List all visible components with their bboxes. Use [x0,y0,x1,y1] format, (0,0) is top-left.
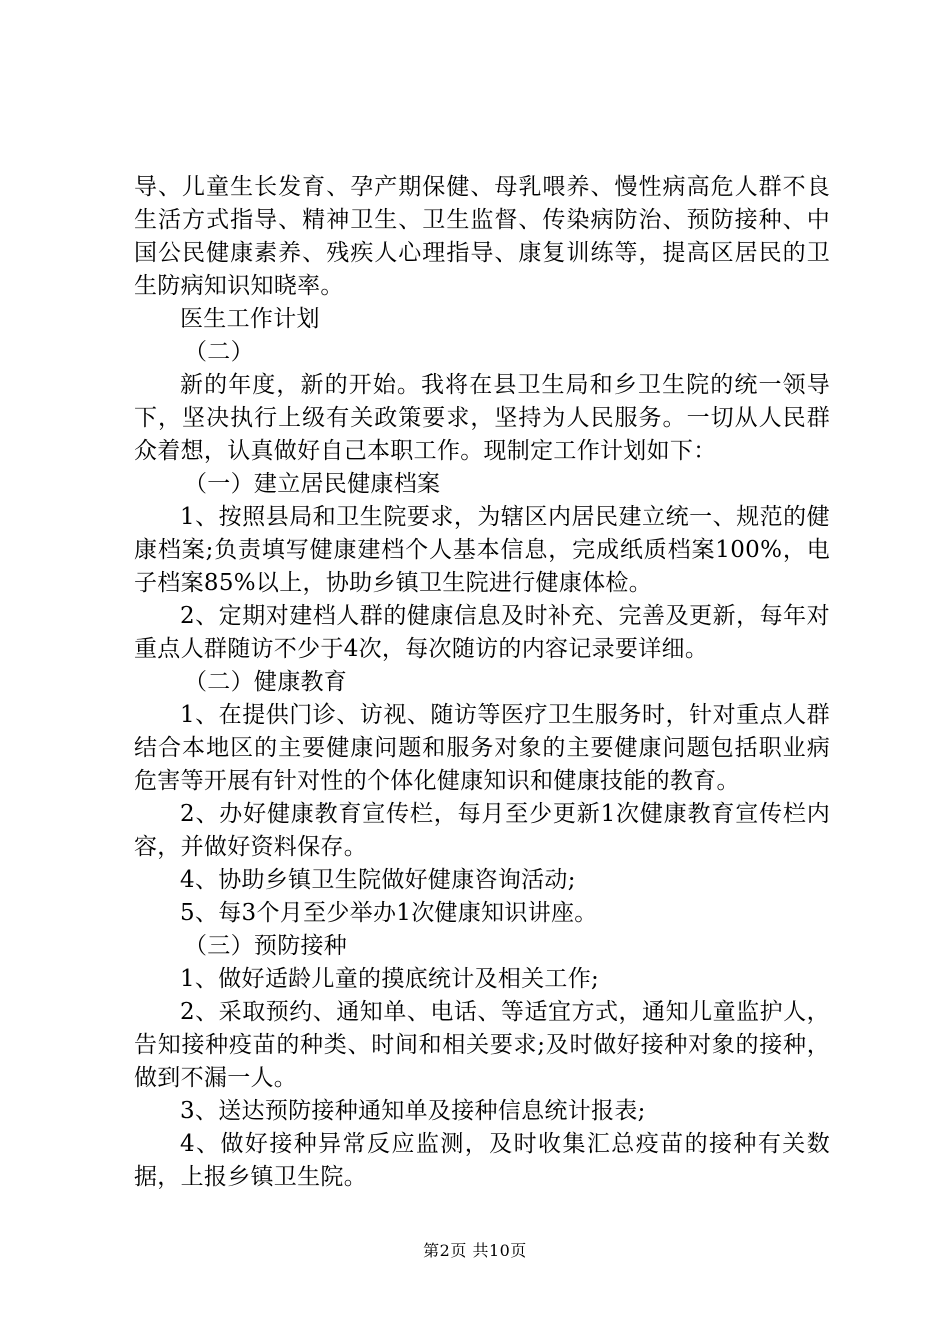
list-item: 2、采取预约、通知单、电话、等适宜方式，通知儿童监护人，告知接种疫苗的种类、时间和相关要求;及时做好接种对象的接种，做到不漏一人。 [134,999,830,1091]
list-item: 5、每3个月至少举办1次健康知识讲座。 [180,900,598,926]
section-heading: （二）健康教育 [184,669,348,695]
section-heading: （一）建立居民健康档案 [184,471,441,497]
list-item: 4、协助乡镇卫生院做好健康咨询活动; [180,867,576,893]
page-number: 第2页 共10页 [423,1241,527,1260]
list-item: 2、定期对建档人群的健康信息及时补充、完善及更新，每年对重点人群随访不少于4次，每次随访的内容记录要详细。 [134,603,830,662]
document-body [134,171,830,1194]
paragraph: 新的年度，新的开始。我将在县卫生局和乡卫生院的统一领导下，坚决执行上级有关政策要求，坚持为人民服务。一切从人民群众着想，认真做好自己本职工作。现制定工作计划如下： [134,372,830,464]
list-item: 1、按照县局和卫生院要求，为辖区内居民建立统一、规范的健康档案;负责填写健康建档个人基本信息，完成纸质档案100%，电子档案85%以上，协助乡镇卫生院进行健康体检。 [134,504,830,596]
list-item: 1、做好适龄儿童的摸底统计及相关工作; [180,966,600,992]
section-heading: （三）预防接种 [184,933,348,959]
section-heading: 医生工作计划 [180,306,320,332]
list-item: 4、做好接种异常反应监测，及时收集汇总疫苗的接种有关数据，上报乡镇卫生院。 [134,1131,830,1190]
list-item: 1、在提供门诊、访视、随访等医疗卫生服务时，针对重点人群结合本地区的主要健康问题和服务对象的主要健康问题包括职业病危害等开展有针对性的个体化健康知识和健康技能的教育。 [134,702,830,794]
page-footer [0,1240,950,1262]
list-item: 3、送达预防接种通知单及接种信息统计报表; [180,1098,646,1124]
paragraph: 导、儿童生长发育、孕产期保健、母乳喂养、慢性病高危人群不良生活方式指导、精神卫生、卫生监督、传染病防治、预防接种、中国公民健康素养、残疾人心理指导、康复训练等，提高区居民的卫生防病知识知晓率。 [134,174,830,299]
list-item: 2、办好健康教育宣传栏，每月至少更新1次健康教育宣传栏内容，并做好资料保存。 [134,801,830,860]
section-heading: （二） [184,339,254,365]
